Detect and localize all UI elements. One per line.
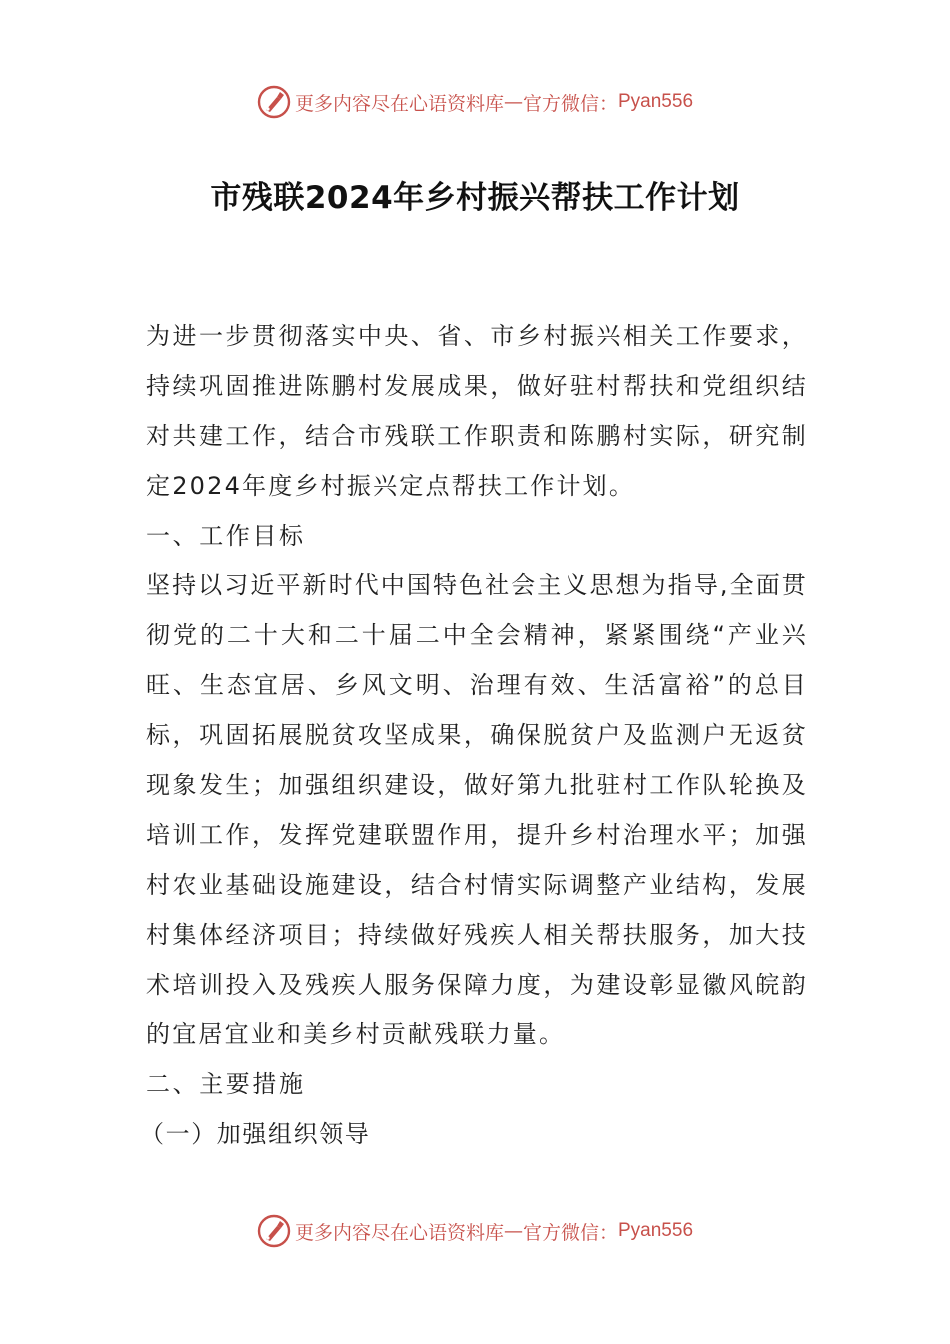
paragraph-line: 村集体经济项目；持续做好残疾人相关帮扶服务，加大技 xyxy=(146,920,806,949)
watermark-dash: — xyxy=(503,1220,523,1242)
pen-nib-logo-icon xyxy=(257,1214,291,1248)
section-heading: 二、主要措施 xyxy=(146,1070,306,1099)
section-heading: 一、工作目标 xyxy=(146,521,306,550)
watermark-id: Pyan556 xyxy=(618,91,694,112)
watermark-header xyxy=(0,82,950,122)
paragraph-line: 为进一步贯彻落实中央、省、市乡村振兴相关工作要求， xyxy=(146,322,806,350)
watermark-footer xyxy=(0,1211,950,1251)
paragraph-line: 坚持以习近平新时代中国特色社会主义思想为指导,全面贯 xyxy=(146,571,806,600)
paragraph-line: 定2024年度乡村振兴定点帮扶工作计划。 xyxy=(146,471,636,500)
paragraph-line: 旺、生态宜居、乡风文明、治理有效、生活富裕”的总目 xyxy=(146,671,806,700)
watermark-suffix: 官方微信： xyxy=(522,1221,618,1244)
paragraph-line: 村农业基础设施建设，结合村情实际调整产业结构，发展 xyxy=(146,870,806,899)
paragraph-line: 持续巩固推进陈鹏村发展成果，做好驻村帮扶和党组织结 xyxy=(146,371,806,400)
watermark-text: 更多内容尽在心语资料库 xyxy=(294,92,504,115)
paragraph-line: 现象发生；加强组织建设，做好第九批驻村工作队轮换及 xyxy=(146,771,806,800)
paragraph-line: 的宜居宜业和美乡村贡献残联力量。 xyxy=(146,1020,566,1049)
paragraph-line: 术培训投入及残疾人服务保障力度，为建设彰显徽风皖韵 xyxy=(146,970,806,999)
subsection-heading: （一）加强组织领导 xyxy=(140,1120,371,1149)
watermark-dash: — xyxy=(503,91,523,113)
document-title: 市残联2024年乡村振兴帮扶工作计划 xyxy=(210,180,740,216)
paragraph-line: 彻党的二十大和二十届二中全会精神，紧紧围绕“产业兴 xyxy=(146,621,806,650)
watermark-id: Pyan556 xyxy=(618,1220,694,1241)
paragraph-line: 标，巩固拓展脱贫攻坚成果，确保脱贫户及监测户无返贫 xyxy=(146,721,806,750)
pen-nib-logo-icon xyxy=(257,85,291,119)
watermark-suffix: 官方微信： xyxy=(522,92,618,115)
document-body xyxy=(140,312,806,1160)
paragraph-line: 对共建工作，结合市残联工作职责和陈鹏村实际，研究制 xyxy=(146,421,806,450)
watermark-text: 更多内容尽在心语资料库 xyxy=(294,1221,504,1244)
paragraph-line: 培训工作，发挥党建联盟作用，提升乡村治理水平；加强 xyxy=(146,820,806,849)
